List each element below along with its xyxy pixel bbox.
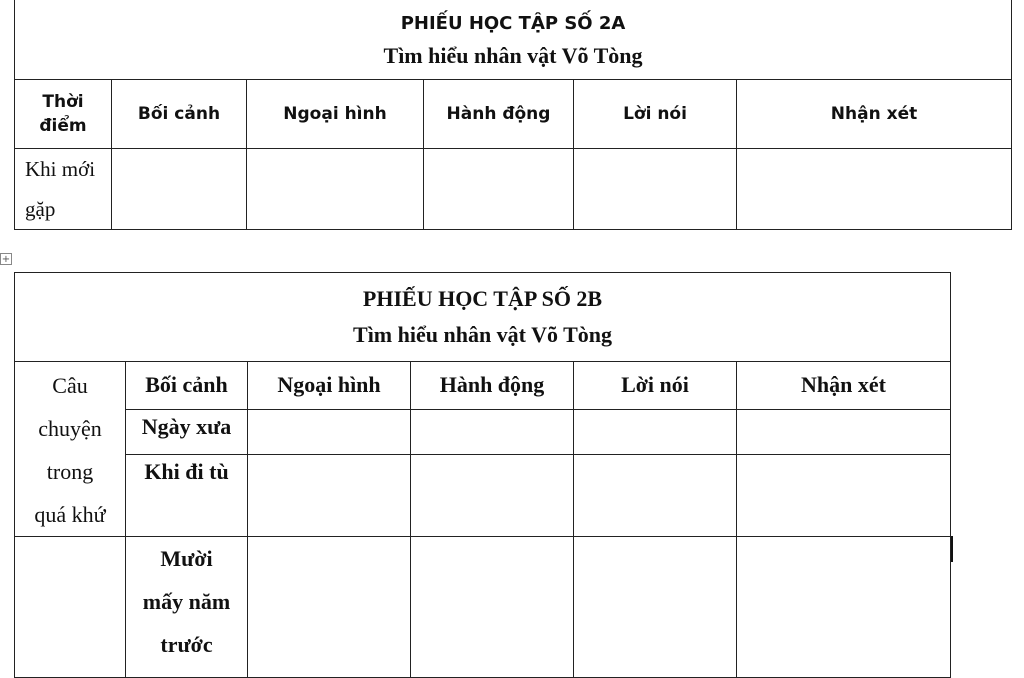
worksheet-2b-title: PHIẾU HỌC TẬP SỐ 2B (362, 286, 603, 311)
worksheet-2a-subtitle: Tìm hiểu nhân vật Võ Tòng (383, 43, 643, 68)
header-ngoai-hinh: Ngoại hình (248, 362, 411, 410)
header-boi-canh: Bối cảnh (112, 80, 247, 149)
cell-nhan-xet[interactable] (737, 149, 1012, 230)
header-hanh-dong: Hành động (411, 362, 574, 410)
worksheet-2a-table (14, 0, 1012, 230)
worksheet-2a-title: PHIẾU HỌC TẬP SỐ 2A (400, 13, 626, 34)
cell-muoi-may-nam-ngoai-hinh[interactable] (248, 537, 411, 678)
header-thoi-diem: Thời điểm (15, 80, 112, 149)
cell-khi-di-tu-ngoai-hinh[interactable] (248, 455, 411, 537)
group-label-cau-chuyen: Câu chuyện trong quá khứ (15, 362, 126, 537)
cell-muoi-may-nam-loi-noi[interactable] (574, 537, 737, 678)
worksheet-2b-subtitle: Tìm hiểu nhân vật Võ Tòng (353, 322, 613, 347)
header-loi-noi: Lời nói (574, 362, 737, 410)
worksheet-2a-title-cell (15, 0, 1012, 80)
row-label-ngay-xua: Ngày xưa (126, 409, 248, 455)
cell-loi-noi[interactable] (574, 149, 737, 230)
cell-ngay-xua-ngoai-hinh[interactable] (248, 409, 411, 455)
cell-ngay-xua-loi-noi[interactable] (574, 409, 737, 455)
header-nhan-xet: Nhận xét (737, 80, 1012, 149)
cell-ngay-xua-nhan-xet[interactable] (737, 409, 951, 455)
cell-khi-di-tu-hanh-dong[interactable] (411, 455, 574, 537)
text-cursor (951, 536, 953, 562)
header-hanh-dong: Hành động (424, 80, 574, 149)
cell-hanh-dong[interactable] (424, 149, 574, 230)
cell-muoi-may-nam-nhan-xet[interactable] (737, 537, 951, 678)
row-label-muoi-may-nam-truoc: Mười mấy năm trước (126, 537, 248, 678)
table-move-handle-icon[interactable]: + (1, 254, 11, 265)
cell-khi-di-tu-loi-noi[interactable] (574, 455, 737, 537)
row-label-khi-di-tu: Khi đi tù (126, 455, 248, 537)
worksheet-2b-title-cell (15, 273, 951, 362)
cell-khi-di-tu-nhan-xet[interactable] (737, 455, 951, 537)
cell-boi-canh[interactable] (112, 149, 247, 230)
cell-muoi-may-nam-hanh-dong[interactable] (411, 537, 574, 678)
row-label-khi-moi-gap: Khi mới gặp (15, 149, 112, 230)
header-loi-noi: Lời nói (574, 80, 737, 149)
header-ngoai-hinh: Ngoại hình (247, 80, 424, 149)
header-boi-canh: Bối cảnh (126, 362, 248, 410)
cell-ngay-xua-hanh-dong[interactable] (411, 409, 574, 455)
worksheet-2b-table (14, 272, 951, 678)
cell-empty-group[interactable] (15, 537, 126, 678)
header-nhan-xet: Nhận xét (737, 362, 951, 410)
cell-ngoai-hinh[interactable] (247, 149, 424, 230)
